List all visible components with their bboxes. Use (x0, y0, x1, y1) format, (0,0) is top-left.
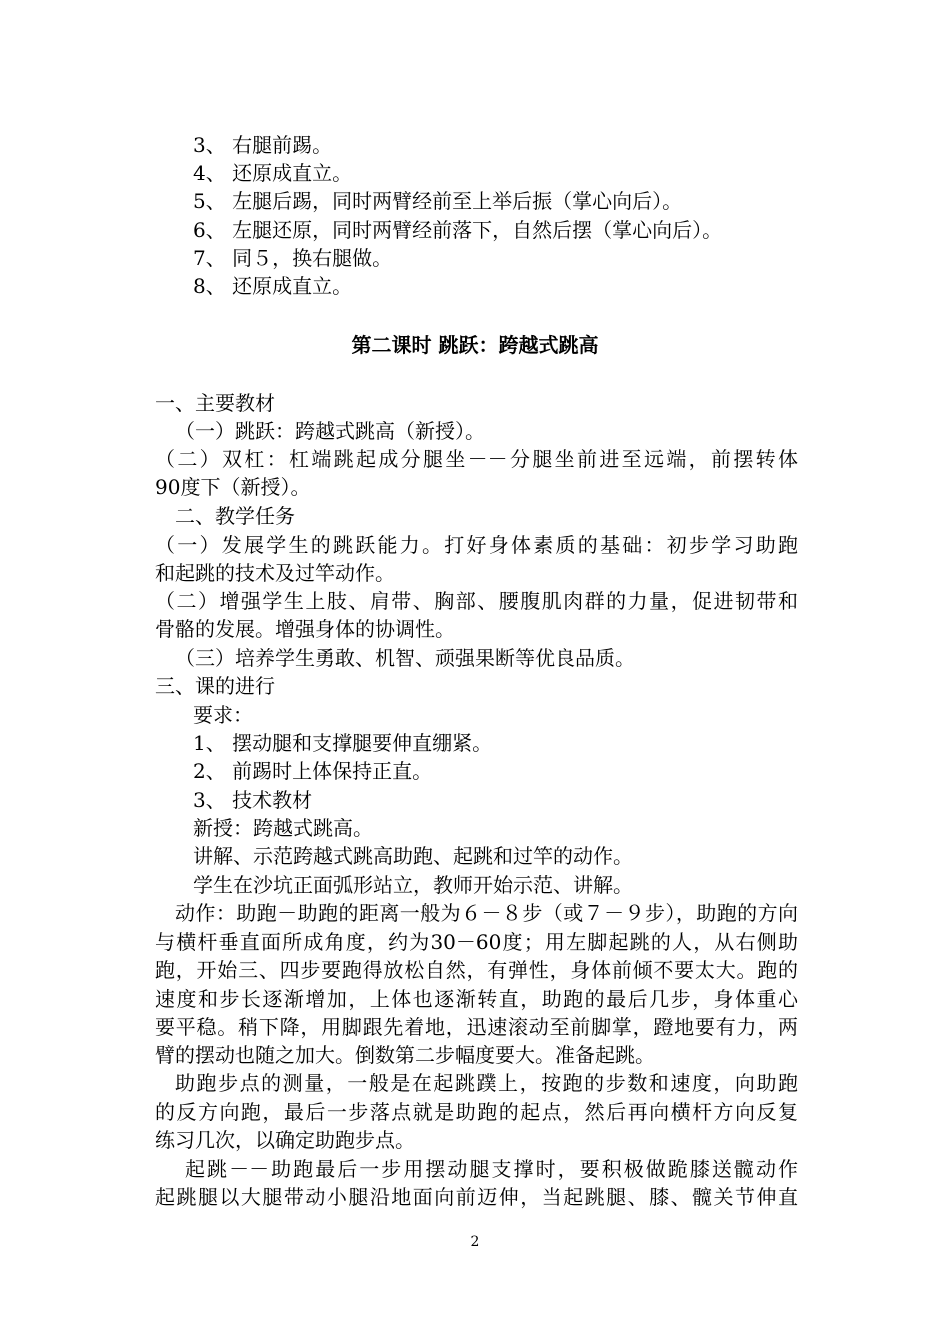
list-item: 2、 前踢时上体保持正直。 (193, 759, 433, 783)
list-item: 1、 摆动腿和支撑腿要伸直绷紧。 (193, 731, 493, 755)
paragraph-line: 与横杆垂直面所成角度，约为30－60度；用左脚起跳的人，从右侧助 (155, 930, 798, 954)
section-heading: 一、主要教材 (155, 391, 275, 415)
page-number: 2 (470, 1234, 480, 1250)
list-item: 8、 还原成直立。 (193, 274, 353, 298)
list-item: 3、 技术教材 (193, 788, 313, 812)
paragraph-line: （二）双杠：杠端跳起成分腿坐－－分腿坐前进至远端，前摆转体 (155, 447, 798, 471)
paragraph-line: （二）增强学生上肢、肩带、胸部、腰腹肌肉群的力量，促进韧带和 (155, 589, 798, 613)
paragraph-line: 要平稳。稍下降，用脚跟先着地，迅速滚动至前脚掌，蹬地要有力，两 (155, 1015, 798, 1039)
paragraph-line: 讲解、示范跨越式跳高助跑、起跳和过竿的动作。 (193, 844, 633, 868)
paragraph-line: 速度和步长逐渐增加，上体也逐渐转直，助跑的最后几步，身体重心 (155, 987, 798, 1011)
paragraph-line: 要求： (193, 703, 253, 727)
section-heading: 二、教学任务 (175, 504, 295, 528)
paragraph-line: （一）发展学生的跳跃能力。打好身体素质的基础：初步学习助跑 (155, 533, 798, 557)
paragraph-line: 学生在沙坑正面弧形站立，教师开始示范、讲解。 (193, 873, 633, 897)
paragraph-line: 和起跳的技术及过竿动作。 (155, 561, 395, 585)
paragraph-line: 起跳－－助跑最后一步用摆动腿支撑时，要积极做跪膝送髋动作 (185, 1157, 798, 1181)
list-item: 6、 左腿还原，同时两臂经前落下，自然后摆（掌心向后）。 (193, 218, 723, 242)
paragraph-line: 的反方向跑，最后一步落点就是助跑的起点，然后再向横杆方向反复 (155, 1100, 798, 1124)
section-heading: 三、课的进行 (155, 674, 275, 698)
list-item: 3、 右腿前踢。 (193, 133, 333, 157)
paragraph-line: 骨骼的发展。增强身体的协调性。 (155, 617, 455, 641)
paragraph-line: 跑，开始三、四步要跑得放松自然，有弹性，身体前倾不要太大。跑的 (155, 958, 798, 982)
list-item: 7、 同５，换右腿做。 (193, 246, 393, 270)
paragraph-line: 臂的摆动也随之加大。倒数第二步幅度要大。准备起跳。 (155, 1043, 655, 1067)
paragraph-line: （一）跳跃：跨越式跳高（新授）。 (175, 419, 485, 443)
list-item: 4、 还原成直立。 (193, 161, 353, 185)
paragraph-line: 练习几次，以确定助跑步点。 (155, 1128, 415, 1152)
paragraph-line: 助跑步点的测量，一般是在起跳蹼上，按跑的步数和速度，向助跑 (175, 1071, 798, 1095)
list-item: 5、 左腿后踢，同时两臂经前至上举后振（掌心向后）。 (193, 189, 683, 213)
paragraph-line: （三）培养学生勇敢、机智、顽强果断等优良品质。 (175, 646, 635, 670)
paragraph-line: 90度下（新授）。 (155, 475, 311, 499)
paragraph-line: 起跳腿以大腿带动小腿沿地面向前迈伸，当起跳腿、膝、髋关节伸直 (155, 1185, 798, 1209)
paragraph-line: 新授：跨越式跳高。 (193, 816, 373, 840)
paragraph-line: 动作：助跑－助跑的距离一般为６－８步（或７－９步），助跑的方向 (175, 901, 798, 925)
section-title: 第二课时 跳跃：跨越式跳高 (351, 333, 599, 357)
